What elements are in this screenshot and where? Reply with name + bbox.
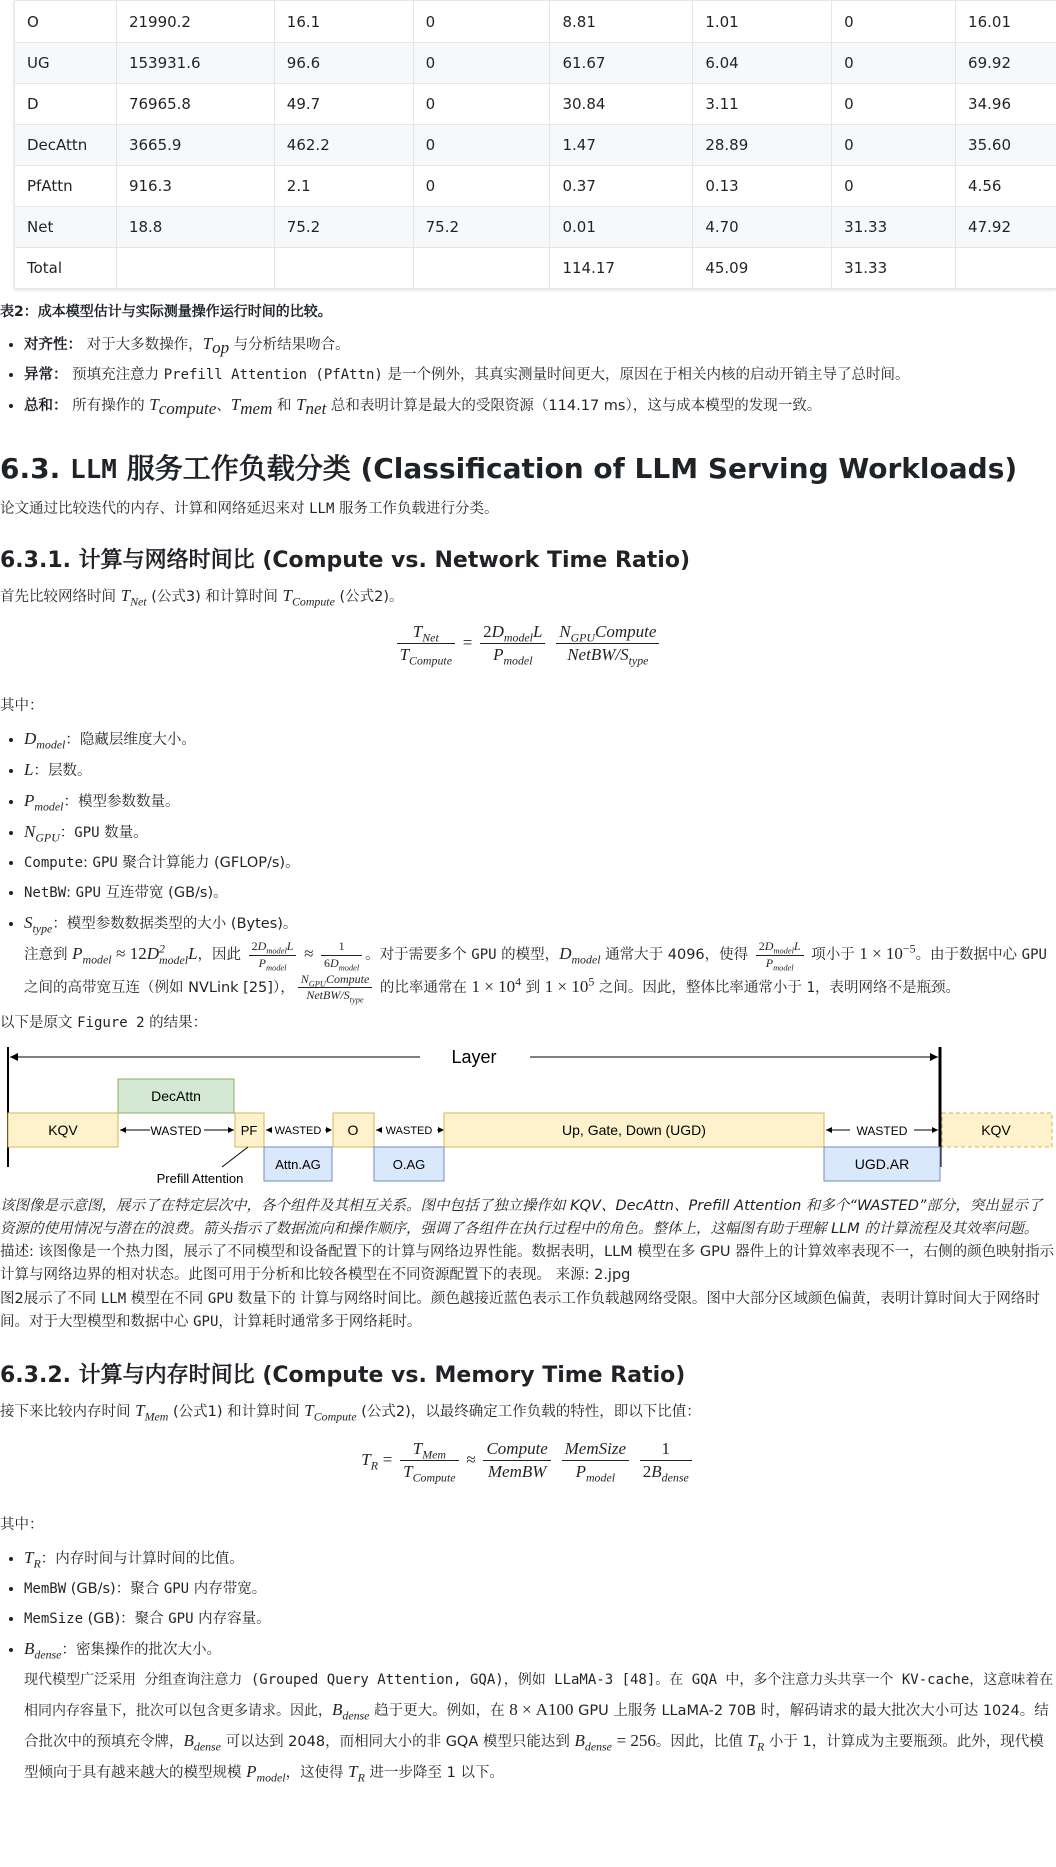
math-t: T [230,395,241,415]
o-ag-label: O.AG [392,1156,426,1172]
math-sub: compute [158,399,217,419]
table-cell: 1.01 [693,1,832,43]
code-span: GPU [163,1581,190,1597]
figure-2-summary [0,1288,1056,1334]
table-cell: DecAttn [15,125,117,166]
decattn-label: DecAttn [151,1087,201,1104]
var-membw [24,1574,1056,1604]
math-sub: mem [240,399,273,419]
layer-timeline-diagram [0,1035,1056,1195]
code-span: NetBW [24,885,67,902]
code-span: GPU [168,1611,194,1627]
table-cell: 75.2 [274,207,413,248]
finding-sum [24,390,1056,421]
where-label: 其中： [0,698,44,715]
para-text: 通常大于 4096，使得 [600,947,753,964]
para-text: GPU 上服务 LLaMA-2 70B 时，解码请求的最大批次大小可达 1024。结合批次中的预填充令牌， [24,1703,1049,1750]
layer-label: Layer [451,1046,497,1067]
math-sub: net [305,399,327,419]
code-span: GPU [74,825,100,842]
table-cell [413,248,550,289]
para-text: 的结果： [144,1014,208,1031]
table-cell: 18.8 [116,207,274,248]
section-6-3-intro [0,498,1056,521]
section-6-3-heading [0,451,1056,488]
table-cell: 16.01 [956,1,1056,43]
finding-text: 与分析结果吻合。 [229,337,350,354]
para-text: 。对于需要多个 [365,947,472,964]
ugd-label: Up, Gate, Down (UGD) [562,1121,706,1138]
math-t: T [149,395,159,415]
table-cell: 4.56 [956,166,1056,207]
para-text: 数量下的 计算与网络时间比。颜色越接近蓝色表示工作负载越网络受限。图中大部分区域颜色偏黄，表明计算时间大于网络时间。对于大型模型和数据中心 [0,1290,1040,1330]
equation-network-ratio: $\frac{T_{Net}}{T_{Compute}}$ = $\frac{2D_{model}L}{P_{model}}$ $\frac{N_{GPU}Compute}{NetBW/S_{type}}$ [0,621,1056,681]
table-cell: 3665.9 [116,125,274,166]
table-cell: 2.1 [274,166,413,207]
table-cell [956,248,1056,289]
para-text: (公式2)。 [334,588,404,605]
var-compute [24,848,1056,878]
section-6-3-2-heading: 6.3.2. 计算与内存时间比 (Compute vs. Memory Time Ratio) [0,1363,686,1389]
var-desc: (GB/s)：聚合 [66,1581,164,1597]
var-desc: ：密集操作的批次大小。 [61,1642,221,1658]
table-cell: 76965.8 [116,84,274,125]
para-text: 模型在不同 [126,1290,208,1307]
arrowhead [826,1127,832,1133]
para-text: 趋于更大。例如，在 [369,1703,510,1719]
para-text: 之间。因此，整体比率通常小于 [594,979,807,996]
finding-text: 是一个例外，其真实测量时间更大，原因在于相关内核的启动开销主导了总时间。 [382,367,910,384]
heading-code: LLM [70,455,117,486]
gqa-paragraph: 现代模型广泛采用 分组查询注意力 (Grouped Query Attention, GQA)，例如 LLaMA-3 [48]。在 GQA 中，多个注意力头共享一个 KV-cache，这意味着在相同内存容量下，批次可以包含更多请求。因此，$B_{dense}$ 趋于更大。例如，在 8 × A100 GPU 上服务 LLaMA-2 70B 时，解码请求的最大批次大小可达 1024。结合批次中的预填充令牌，$B_{dense}$ 可以达到 2048，而相同大小的非 GQA 模型只能达到 $B_{dense} = 256$。因此，比值 $T_R$ 小于 1，计算成为主要瓶颈。此外，现代模型倾向于具有越来越大的模型规模 $P_{model}$，这使得 $T_R$ 进一步降至 1 以下。 [24,1672,1054,1785]
table-cell: 49.7 [274,84,413,125]
finding-label: 对齐性： [24,337,82,354]
var-n-gpu: • $N_{GPU}$：GPU 数量。 [24,817,1056,848]
table-cell: D [15,84,117,125]
table-cell: 916.3 [116,166,274,207]
table-cell: 3.11 [693,84,832,125]
table-row [15,43,1056,84]
table-row [15,84,1056,125]
code-span: LLM [100,1290,127,1307]
section-6-3-1-intro [0,582,1056,609]
table-cell: 35.60 [956,125,1056,166]
var-desc: ：模型参数数据类型的大小 (Bytes)。 [52,916,298,933]
table-cell: O [15,1,117,43]
para-text: 现代模型广泛采用 分组查询注意力 (Grouped Query Attention, GQA)，例如 LLaMA-3 [48]。在 GQA 中，多个注意力头共享一个 KV-cache，这意味着在相同内存容量下，批次可以包含更多请求。因此， [24,1672,1054,1719]
table-cell: 75.2 [413,207,550,248]
code-span: Compute [24,855,84,872]
table-cell: 0 [832,166,956,207]
math-sub: op [212,338,230,358]
table-cell [274,248,413,289]
code-span: GPU [471,947,497,964]
finding-text: 所有操作的 [72,398,150,415]
finding-text: 总和表明计算是最大的受限资源（114.17 ms），这与成本模型的发现一致。 [326,398,822,415]
para-text: 。由于数据中心 [915,947,1022,964]
table-cell: 0 [413,1,550,43]
table-cell: 0 [413,84,550,125]
table-cell: Net [15,207,117,248]
para-text: 接下来比较内存时间 [0,1403,136,1420]
arrowhead [438,1127,444,1133]
code-span: GPU [207,1290,234,1307]
para-text: 进一步降至 1 以下。 [364,1765,504,1781]
para-text: (公式3) 和计算时间 [146,588,283,605]
var-desc: 内存带宽。 [189,1581,267,1597]
table-cell: 0 [413,166,550,207]
var-desc: ： [59,825,75,842]
code-span: GPU [92,855,118,872]
finding-label: 总和： [24,398,68,415]
code-span: 1 [806,979,815,996]
network-note: 注意到 $P_{model} \approx 12D^2_{model}L$，因此 $\frac{2D_{model}L}{P_{model}}$ ≈ $\frac{1}{6D_{model}}$ 。对于需要多个 GPU 的模型，$D_{model}$ 通常大于 4096，使得 $\frac{2D_{model}L}{P_{model}}$ 项小于 $1 \times 10^{-5}$。由于数据中心 GPU 之间的高带宽互连（例如 NVLink [25]）， $\frac{N_{GPU}Compute}{NetBW/S_{type}}$ 的比率通常在 $1 \times 10^4$ 到 $1 \times 10^5$ 之间。因此，整体比率通常小于 1，表明网络不是瓶颈。 [24,939,1047,1005]
heatmap-description: 描述: 该图像是一个热力图，展示了不同模型和设备配置下的计算与网络边界性能。数据表明，LLM 模型在多 GPU 器件上的计算效率表现不一，右侧的颜色映射指示计算与网络边界的相对状态。此图可用于分析和比较各模型在不同资源配置下的表现。 来源: 2.jpg [0,1244,1055,1284]
var-desc: : [83,855,93,872]
cost-table-wrapper [14,0,1056,289]
para-text: (公式2)，以最终确定工作负载的特性，即以下比值： [356,1403,701,1420]
para-text: 小于 1，计算成为主要瓶颈。此外，现代模型倾向于具有越来越大的模型规模 [24,1734,1044,1781]
table-cell: 153931.6 [116,43,274,84]
table-cell: 28.89 [693,125,832,166]
table-cell: 61.67 [550,43,693,84]
ugd-ar-label: UGD.AR [854,1155,910,1172]
section-6-3-1-heading: 6.3.1. 计算与网络时间比 (Compute vs. Network Time Ratio) [0,548,691,574]
var-memsize [24,1604,1056,1634]
table-cell: 0 [832,84,956,125]
table-row [15,125,1056,166]
arrowhead [266,1127,272,1133]
variable-list-2 [0,1543,1056,1788]
table-cell: 45.09 [693,248,832,289]
var-b-dense: • $B_{dense}$：密集操作的批次大小。 现代模型广泛采用 分组查询注意力 (Grouped Query Attention, GQA)，例如 LLaMA-3 [48]。在 GQA 中，多个注意力头共享一个 KV-cache，这意味着在相同内存容量下，批次可以包含更多请求。因此，$B_{dense}$ 趋于更大。例如，在 8 × A100 GPU 上服务 LLaMA-2 70B 时，解码请求的最大批次大小可达 1024。结合批次中的预填充令牌，$B_{dense}$ 可以达到 2048，而相同大小的非 GQA 模型只能达到 $B_{dense} = 256$。因此，比值 $T_R$ 小于 1，计算成为主要瓶颈。此外，现代模型倾向于具有越来越大的模型规模 $P_{model}$，这使得 $T_R$ 进一步降至 1 以下。 [24,1634,1056,1788]
table-row [15,248,1056,289]
para-text: 。因此，比值 [655,1734,748,1750]
table-cell: 34.96 [956,84,1056,125]
code-span: GPU [1021,947,1047,964]
table-cell: 31.33 [832,207,956,248]
para-text: ，因此 [197,947,246,964]
table-cell: 0.13 [693,166,832,207]
para-text: 论文通过比较迭代的内存、计算和网络延迟来对 [0,501,310,518]
table-row [15,207,1056,248]
pf-label: PF [240,1122,258,1138]
arrowhead [932,1127,938,1133]
table-row [15,1,1056,43]
finding-label: 异常： [24,367,68,384]
var-desc: 内存容量。 [193,1611,271,1627]
para-text: 的比率通常在 [375,979,472,996]
table-cell: 462.2 [274,125,413,166]
para-text: 的模型， [496,947,560,964]
table-cell: 0 [413,125,550,166]
var-desc: ：模型参数数量。 [63,794,180,811]
var-l: • L：层数。 [24,755,1056,786]
math-t: T [296,395,306,415]
var-desc: 数量。 [99,825,148,842]
table-cell: 16.1 [274,1,413,43]
table-row [15,166,1056,207]
findings-list [0,329,1056,421]
code-span: MemBW [24,1581,67,1597]
arrowhead [120,1127,126,1133]
para-text: ，这使得 [285,1765,349,1781]
arrowhead [376,1127,382,1133]
attn-ag-label: Attn.AG [275,1156,321,1172]
table-cell: 0 [832,1,956,43]
code-span: Prefill Attention (PfAttn) [163,367,383,384]
table-cell: 4.70 [693,207,832,248]
prefill-pointer [222,1147,248,1167]
table-cell: 47.92 [956,207,1056,248]
cost-table [14,0,1056,289]
para-text: 之间的高带宽互连（例如 NVLink [25]）， [24,979,295,996]
para-text: 项小于 [806,947,860,964]
code-span: Figure 2 [77,1014,145,1031]
heading-text: 服务工作负载分类 (Classification of LLM Serving Workloads) [116,452,1018,486]
var-t-r: • $T_R$：内存时间与计算时间的比值。 [24,1543,1056,1574]
table-cell: Total [15,248,117,289]
var-d-model: • $D_{model}$：隐藏层维度大小。 [24,724,1056,755]
code-span: GPU [75,885,101,902]
table-cell: 0 [832,125,956,166]
table-cell: 0 [413,43,550,84]
var-desc: ：隐藏层维度大小。 [65,732,196,749]
table-cell: 0.01 [550,207,693,248]
code-span: MemSize [24,1611,84,1627]
kqv-next-label: KQV [981,1121,1011,1138]
equation-memory-ratio: $T_R$ = $\frac{T_{Mem}}{T_{Compute}}$ ≈ $\frac{\text{Compute}}{\text{MemBW}}$ $\frac{\text{MemSize}}{P_{model}}$ $\frac{1}{2B_{dense}}$ [0,1438,1056,1498]
table-cell: PfAttn [15,166,117,207]
wasted-label-4: WASTED [856,1123,908,1138]
arrowhead [10,1053,18,1061]
var-netbw [24,878,1056,908]
var-desc: (GB)：聚合 [83,1611,169,1627]
table-caption: 表2：成本模型估计与实际测量操作运行时间的比较。 [0,304,332,320]
wasted-label-3: WASTED [385,1124,433,1137]
table-cell: UG [15,43,117,84]
o-label: O [347,1121,359,1138]
figure-description: 该图像是示意图，展示了在特定层次中，各个组件及其相互关系。图中包括了独立操作如 KQV、DecAttn、Prefill Attention 和多个“WASTED”部分，突出显示了资源的使用情况与潜在的浪费。箭头指示了数据流向和操作顺序，强调了各组件在执行过程中的角色。整体上，这幅图有助于理解 LLM 的计算流程及其效率问题。 [0,1197,1043,1238]
prefill-attention-label: Prefill Attention [156,1170,244,1186]
table-cell: 30.84 [550,84,693,125]
para-text: 注意到 [24,947,73,964]
table-cell: 21990.2 [116,1,274,43]
var-s-type: • $S_{type}$：模型参数数据类型的大小 (Bytes)。 注意到 $P_{model} \approx 12D^2_{model}L$，因此 $\frac{2D_{model}L}{P_{model}}$ ≈ $\frac{1}{6D_{model}}$ 。对于需要多个 GPU 的模型，$D_{model}$ 通常大于 4096，使得 $\frac{2D_{model}L}{P_{model}}$ 项小于 $1 \times 10^{-5}$。由于数据中心 GPU 之间的高带宽互连（例如 NVLink [25]）， $\frac{N_{GPU}Compute}{NetBW/S_{type}}$ 的比率通常在 $1 \times 10^4$ 到 $1 \times 10^5$ 之间。因此，整体比率通常小于 1，表明网络不是瓶颈。 [24,908,1056,1003]
table-cell: 31.33 [832,248,956,289]
para-text: ，表明网络不是瓶颈。 [814,979,960,996]
para-text: 以下是原文 [0,1014,78,1031]
table-cell: 6.04 [693,43,832,84]
table-cell: 8.81 [550,1,693,43]
where-label-2: 其中： [0,1516,44,1533]
var-desc: ：层数。 [33,763,92,780]
var-desc: : [66,885,76,902]
para-text: 到 [521,979,545,996]
finding-text: 和 [272,398,297,415]
table-cell: 0.37 [550,166,693,207]
math-t-compute: $T_{Compute}$ [282,585,335,609]
table-cell: 0 [832,43,956,84]
para-text: (公式1) 和计算时间 [168,1403,305,1420]
heading-number: 6.3. [0,452,70,486]
var-desc: ：内存时间与计算时间的比值。 [40,1551,244,1567]
para-text: 首先比较网络时间 [0,588,121,605]
arrowhead [326,1127,332,1133]
arrowhead [930,1053,938,1061]
section-6-3-2-intro: 接下来比较内存时间 $T_{Mem}$ (公式1) 和计算时间 $T_{Compute}$ (公式2)，以最终确定工作负载的特性，即以下比值： [0,1400,701,1424]
code-span: GPU [193,1313,219,1330]
var-desc: 聚合计算能力 (GFLOP/s)。 [117,855,300,872]
math-t: T [202,334,213,354]
var-p-model: • $P_{model}$：模型参数数量。 [24,786,1056,817]
para-text: 服务工作负载进行分类。 [334,501,499,518]
code-span: LLM [309,501,335,518]
var-desc: 互连带宽 (GB/s)。 [100,885,228,902]
table-cell: 96.6 [274,43,413,84]
variable-list [0,724,1056,1003]
finding-text: 预填充注意力 [72,367,164,384]
table-cell: 69.92 [956,43,1056,84]
math-t-net: $T_{Net}$ [120,585,147,609]
table-cell: 1.47 [550,125,693,166]
para-text: 图2展示了不同 [0,1290,101,1307]
para-text: ，计算耗时通常多于网络耗时。 [218,1313,422,1330]
finding-text: 对于大多数操作， [86,337,203,354]
finding-alignment [24,329,1056,360]
wasted-label-2: WASTED [274,1124,322,1137]
table-cell: 114.17 [550,248,693,289]
table-cell [116,248,274,289]
finding-text: 、 [216,398,231,415]
arrowhead [228,1127,234,1133]
finding-anomaly [24,360,1056,390]
figure-2-intro [0,1012,1056,1035]
wasted-label-1: WASTED [150,1123,202,1138]
para-text: 可以达到 2048，而相同大小的非 GQA 模型只能达到 [220,1734,575,1750]
kqv-label: KQV [48,1121,78,1138]
